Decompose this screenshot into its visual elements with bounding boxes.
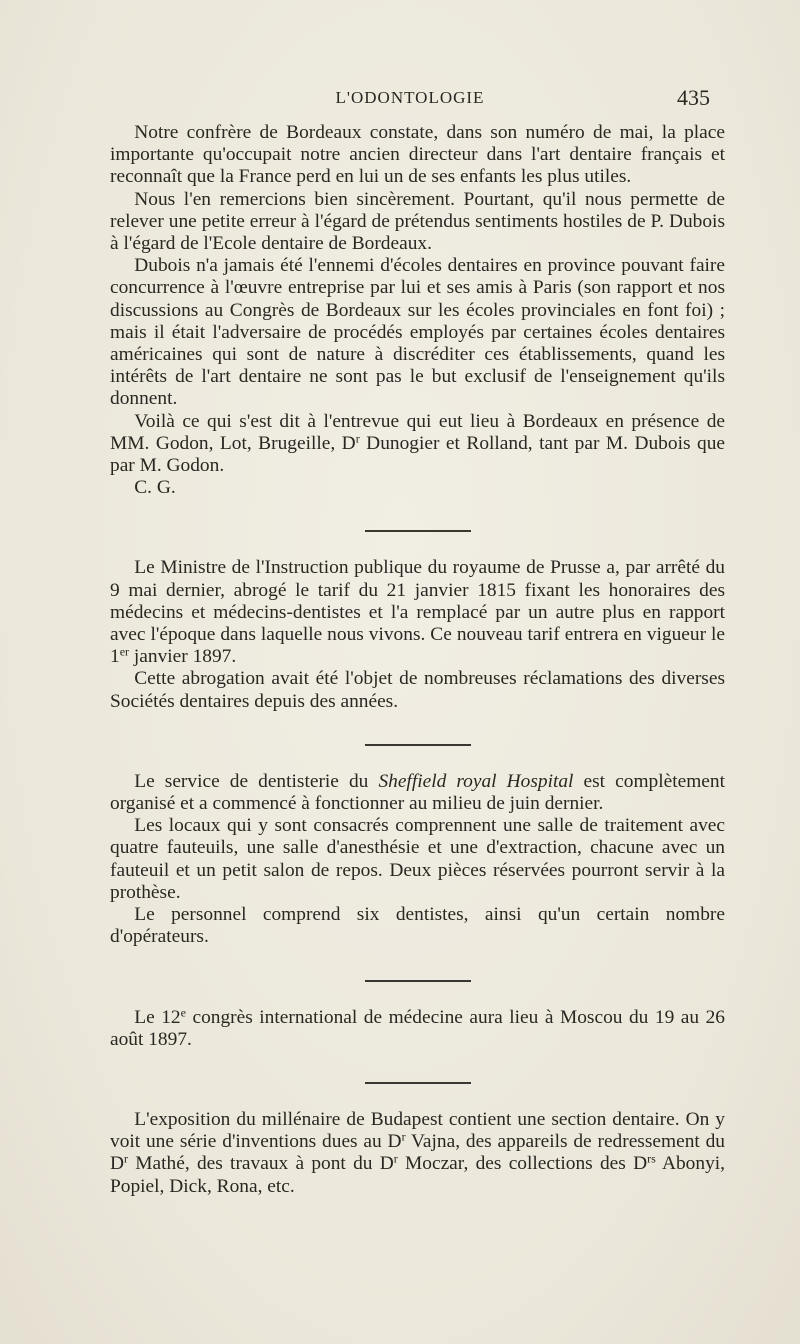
- paragraph: Notre confrère de Bordeaux constate, dans son numéro de mai, la place importante qu'occupait notre ancien directeur dans l'art dentaire français et reconnaît que la France perd en lui un de ses enfants les plus utiles.: [110, 122, 725, 188]
- superscript: e: [180, 1004, 186, 1019]
- paragraph: Le personnel comprend six dentistes, ainsi qu'un certain nombre d'opérateurs.: [110, 904, 725, 948]
- superscript: r: [124, 1151, 129, 1166]
- hospital-name: Sheffield royal Hospital: [378, 770, 574, 792]
- paragraph: [110, 411, 725, 478]
- paragraph: Les locaux qui y sont consacrés comprennent une salle de traitement avec quatre fauteuils, une salle d'anesthésie et une d'extraction, chacune avec un fauteuil et un petit salon de repos. Deux pièces réservées pourront servir à la prothèse.: [110, 815, 725, 903]
- text-segment: Mathé, des travaux à pont du D: [128, 1153, 394, 1175]
- text-segment: Moczar, des collections des D: [397, 1153, 648, 1175]
- page-header: [110, 85, 710, 114]
- text-segment: Vajna, des appareils de redressement du D: [110, 1131, 725, 1175]
- paragraph: [110, 1109, 725, 1198]
- paragraph: Cette abrogation avait été l'objet de nombreuses réclamations des diverses Sociétés dentaires depuis des années.: [110, 668, 725, 712]
- paragraph: Dubois n'a jamais été l'ennemi d'écoles dentaires en province pouvant faire concurrence à l'œuvre entreprise par lui et ses amis à Paris (son rapport et nos discussions au Congrès de Bordeaux sur les écoles provinciales en font foi) ; mais il était l'adversaire de procédés employés par certaines écoles dentaires américaines qui sont de nature à discréditer ces établissements, quand les intérêts de l'art dentaire ne sont pas le but exclusif de l'enseignement qu'ils donnent.: [110, 255, 725, 410]
- superscript: rs: [647, 1151, 656, 1166]
- text-segment: congrès international de médecine aura lieu à Moscou du 19 au 26 août 1897.: [110, 1006, 725, 1050]
- text-segment: Le service de dentisterie du: [134, 770, 379, 792]
- page-number: 435: [677, 85, 710, 110]
- section-divider: [365, 980, 471, 982]
- text-segment: Voilà ce qui s'est dit à l'entrevue qui eut lieu à Bordeaux en présence de MM. Godon, Lot, Brugeille, D: [110, 410, 725, 454]
- signature: C. G.: [134, 477, 176, 499]
- text-segment: est complètement organisé et a commencé à fonctionner au milieu de juin dernier.: [110, 770, 725, 815]
- text-segment: Abonyi, Popiel, Dick, Rona, etc.: [110, 1153, 725, 1197]
- text-segment: Le Ministre de l'Instruction publique du royaume de Prusse a, par arrêté du 9 mai dernier, abrogé le tarif du 21 janvier 1815 fixant les honoraires des médecins et médecins-dentistes et l'a remplacé par un autre plus en rapport avec l'époque dans laquelle nous vivons. Ce nouveau tarif entrera en vigueur le 1: [110, 557, 725, 668]
- paragraph: Nous l'en remercions bien sincèrement. Pourtant, qu'il nous permette de relever une petite erreur à l'égard de prétendus sentiments hostiles de P. Dubois à l'égard de l'Ecole dentaire de Bordeaux.: [110, 188, 725, 255]
- text-segment: janvier 1897.: [129, 646, 237, 668]
- text-segment: L'exposition du millénaire de Budapest contient une section dentaire. On y voit une série d'inventions dues au D: [110, 1108, 725, 1153]
- page-body: [110, 122, 725, 1198]
- text-segment: Dunogier et Rolland, tant par M. Dubois que par M. Godon.: [110, 432, 725, 477]
- section-divider: [365, 1082, 471, 1084]
- paragraph: [110, 771, 725, 815]
- paragraph: [110, 1004, 725, 1051]
- superscript: r: [401, 1129, 406, 1144]
- section-divider: [365, 530, 471, 532]
- section-divider: [365, 744, 471, 746]
- text-segment: Le 12: [134, 1006, 181, 1028]
- paragraph: [110, 557, 725, 668]
- superscript: r: [355, 431, 360, 446]
- superscript: r: [393, 1151, 398, 1166]
- superscript: er: [119, 644, 130, 659]
- running-title: L'ODONTOLOGIE: [335, 88, 485, 107]
